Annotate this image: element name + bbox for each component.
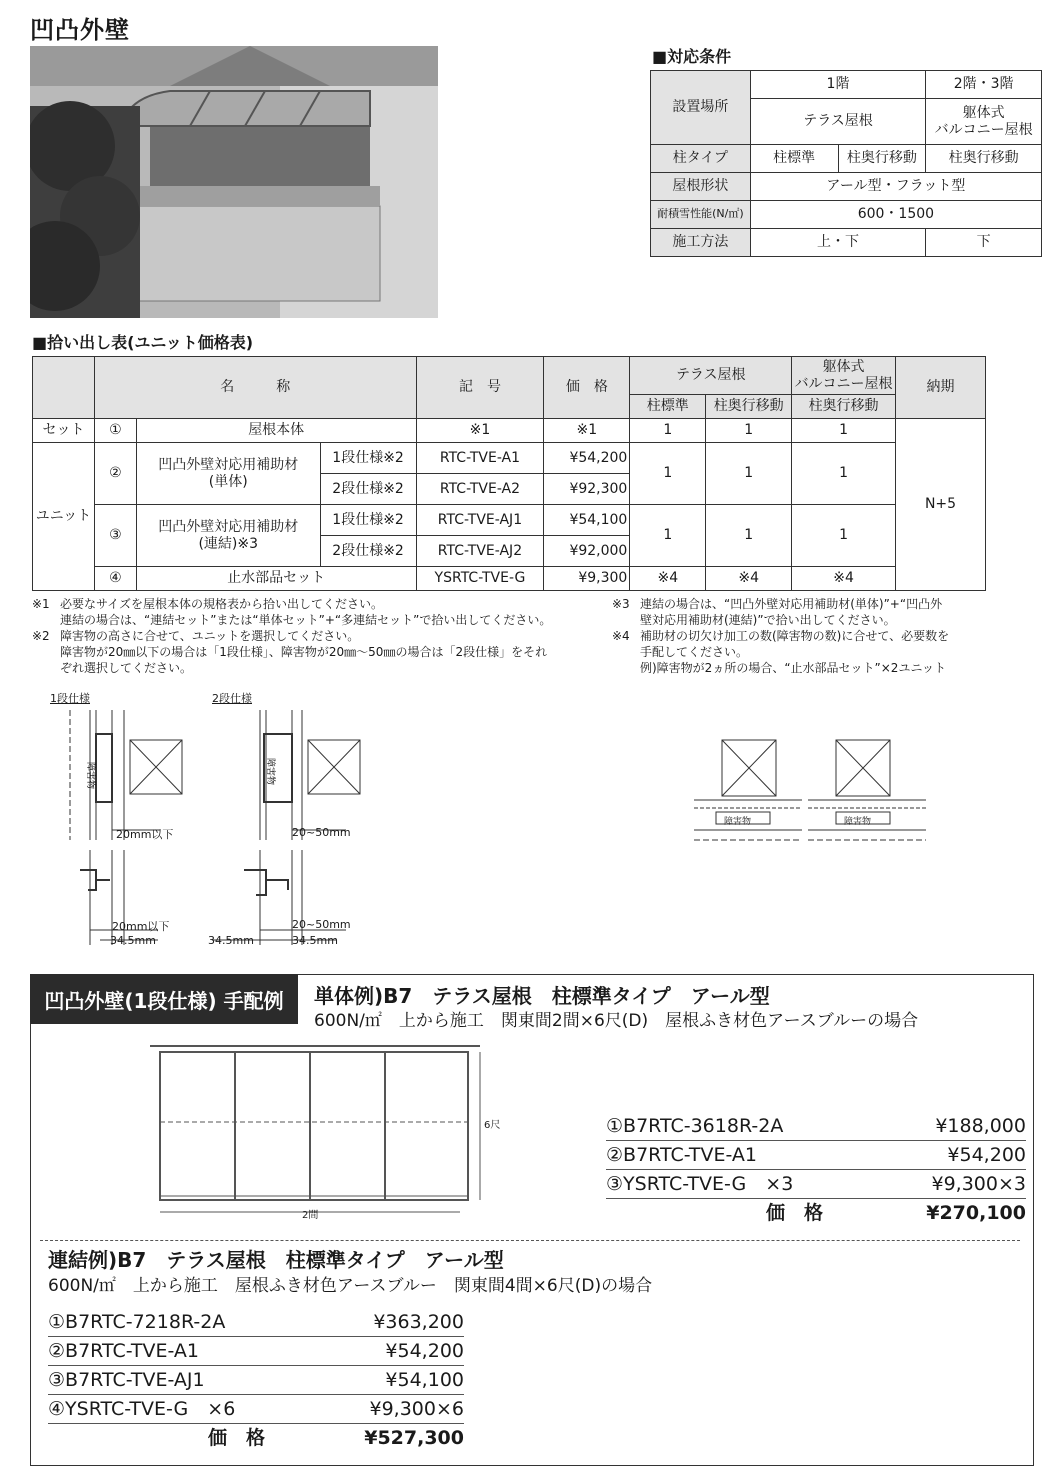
r2-price1: ¥54,200 bbox=[544, 443, 630, 474]
r1-b: 1 bbox=[706, 419, 792, 443]
r3-price2: ¥92,000 bbox=[544, 536, 630, 567]
n4-a: 補助材の切欠け加工の数(障害物の数)に合せて、必要数を bbox=[640, 629, 950, 643]
r1-no: ① bbox=[94, 419, 136, 443]
multi-total-label: 価 格 bbox=[208, 1427, 266, 1449]
r2-name-2: (単体) bbox=[208, 473, 248, 490]
example-header: 凹凸外壁(1段仕様) 手配例 bbox=[30, 974, 298, 1024]
h-back1: 柱奥行移動 bbox=[706, 395, 792, 419]
pillar-back2: 柱奥行移動 bbox=[926, 145, 1042, 173]
r3-b: 1 bbox=[706, 505, 792, 567]
single-item-code: ②B7RTC-TVE-A1 bbox=[606, 1144, 757, 1166]
notes-left bbox=[32, 596, 602, 676]
place-balcony-2: バルコニー屋根 bbox=[934, 121, 1033, 138]
h-back2: 柱奥行移動 bbox=[792, 395, 896, 419]
dim-345-c: 34.5mm bbox=[292, 934, 338, 947]
n2-b: 障害物が20㎜以下の場合は「1段仕様」、障害物が20㎜〜50㎜の場合は「2段仕様」をそれ bbox=[60, 645, 548, 659]
multi-sub: 600N/㎡ 上から施工 屋根ふき材色アースブルー 関東間4間×6尺(D)の場合 bbox=[48, 1276, 653, 1296]
n1-a: 必要なサイズを屋根本体の規格表から拾い出してください。 bbox=[60, 597, 384, 611]
dim-20-top: 20mm以下 bbox=[116, 828, 174, 841]
r3-no: ③ bbox=[94, 505, 136, 567]
r2-c: 1 bbox=[792, 443, 896, 505]
spec2-label: 2段仕様 bbox=[212, 692, 252, 705]
r3-name-1: 凹凸外壁対応用補助材 bbox=[158, 519, 299, 536]
r1-c: 1 bbox=[792, 419, 896, 443]
multi-item bbox=[48, 1395, 464, 1424]
snow-value: 600・1500 bbox=[750, 201, 1041, 229]
r2-code1: RTC-TVE-A1 bbox=[416, 443, 544, 474]
h-price: 価 格 bbox=[544, 357, 630, 419]
r2-price2: ¥92,300 bbox=[544, 474, 630, 505]
single-item-price: ¥188,000 bbox=[935, 1115, 1026, 1137]
dim-345-a: 34.5mm bbox=[110, 934, 156, 947]
r1-name: 屋根本体 bbox=[136, 419, 416, 443]
h-name: 名 称 bbox=[94, 357, 416, 419]
multi-item-code: ④YSRTC-TVE-G ×6 bbox=[48, 1398, 236, 1420]
floor-1: 1階 bbox=[750, 71, 926, 99]
plan-depth: 6尺 bbox=[484, 1120, 501, 1131]
pillar-back1: 柱奥行移動 bbox=[838, 145, 926, 173]
dim-20-bottom: 20mm以下 bbox=[112, 920, 170, 933]
plan-width: 2間 bbox=[302, 1210, 319, 1221]
floor-23: 2階・3階 bbox=[926, 71, 1042, 99]
r2-no: ② bbox=[94, 443, 136, 505]
conditions-table bbox=[650, 70, 1042, 257]
r4-price: ¥9,300 bbox=[544, 567, 630, 591]
plan-obstacle-diagrams bbox=[690, 736, 930, 856]
multi-list bbox=[48, 1308, 464, 1452]
obstacle-label-3: 障害物 bbox=[724, 817, 752, 827]
r3-code1: RTC-TVE-AJ1 bbox=[416, 505, 544, 536]
r3-code2: RTC-TVE-AJ2 bbox=[416, 536, 544, 567]
n4-mark: ※4 bbox=[612, 629, 630, 643]
product-photo bbox=[30, 46, 438, 318]
r2-b: 1 bbox=[706, 443, 792, 505]
r1-code: ※1 bbox=[416, 419, 544, 443]
r3-a: 1 bbox=[630, 505, 706, 567]
obstacle-label-1: 障害物 bbox=[85, 762, 95, 790]
multi-item bbox=[48, 1308, 464, 1337]
conditions-heading: ■対応条件 bbox=[652, 47, 732, 66]
multi-item-code: ③B7RTC-TVE-AJ1 bbox=[48, 1369, 205, 1391]
r2-s1: 1段仕様※2 bbox=[320, 443, 416, 474]
multi-title: 連結例)B7 テラス屋根 柱標準タイプ アール型 bbox=[48, 1248, 504, 1272]
single-item-price: ¥9,300×3 bbox=[931, 1173, 1026, 1195]
n3-a: 連結の場合は、“凹凸外壁対応用補助材(単体)”+“凹凸外 bbox=[640, 597, 943, 611]
r1-price: ※1 bbox=[544, 419, 630, 443]
r3-s2: 2段仕様※2 bbox=[320, 536, 416, 567]
place-balcony-1: 躯体式 bbox=[962, 105, 1005, 122]
r2-a: 1 bbox=[630, 443, 706, 505]
single-total-row bbox=[606, 1199, 1026, 1227]
single-item-price: ¥54,200 bbox=[947, 1144, 1026, 1166]
r1-a: 1 bbox=[630, 419, 706, 443]
single-total: ¥270,100 bbox=[926, 1202, 1026, 1224]
single-item bbox=[606, 1170, 1026, 1199]
r2-s2: 2段仕様※2 bbox=[320, 474, 416, 505]
single-title: 単体例)B7 テラス屋根 柱標準タイプ アール型 bbox=[314, 984, 770, 1008]
multi-item-code: ①B7RTC-7218R-2A bbox=[48, 1311, 226, 1333]
place-label: 設置場所 bbox=[651, 71, 751, 145]
r4-code: YSRTC-TVE-G bbox=[416, 567, 544, 591]
r4-name: 止水部品セット bbox=[136, 567, 416, 591]
single-list bbox=[606, 1112, 1026, 1227]
page-title: 凹凸外壁 bbox=[30, 16, 130, 44]
set-label: セット bbox=[33, 419, 95, 443]
r3-name-2: (連結)※3 bbox=[198, 535, 259, 552]
multi-item-code: ②B7RTC-TVE-A1 bbox=[48, 1340, 199, 1362]
multi-item-price: ¥54,100 bbox=[385, 1369, 464, 1391]
r4-c: ※4 bbox=[792, 567, 896, 591]
roof-label: 屋根形状 bbox=[651, 173, 751, 201]
n1-b: 連結の場合は、“連結セット”または“単体セット”+“多連結セット”で拾い出してください。 bbox=[60, 613, 552, 627]
dim-2050-top: 20~50mm bbox=[292, 826, 351, 839]
single-sub: 600N/㎡ 上から施工 関東間2間×6尺(D) 屋根ふき材色アースブルーの場合 bbox=[314, 1011, 919, 1031]
r4-no: ④ bbox=[94, 567, 136, 591]
r2-name-1: 凹凸外壁対応用補助材 bbox=[158, 457, 299, 474]
multi-total: ¥527,300 bbox=[364, 1427, 464, 1449]
single-item bbox=[606, 1141, 1026, 1170]
n3-mark: ※3 bbox=[612, 597, 630, 611]
single-total-label: 価 格 bbox=[766, 1202, 824, 1224]
obstacle-label-2: 障害物 bbox=[265, 758, 275, 786]
pickup-heading: ■拾い出し表(ユニット価格表) bbox=[32, 333, 254, 352]
place-terrace: テラス屋根 bbox=[750, 99, 926, 145]
pickup-table bbox=[32, 356, 986, 591]
single-item bbox=[606, 1112, 1026, 1141]
method-2: 下 bbox=[926, 229, 1042, 257]
n2-c: ぞれ選択してください。 bbox=[60, 661, 193, 675]
method-label: 施工方法 bbox=[651, 229, 751, 257]
single-item-code: ①B7RTC-3618R-2A bbox=[606, 1115, 784, 1137]
multi-item-price: ¥9,300×6 bbox=[369, 1398, 464, 1420]
multi-item bbox=[48, 1337, 464, 1366]
roof-plan-drawing bbox=[140, 1036, 490, 1226]
snow-label: 耐積雪性能(N/㎡) bbox=[651, 201, 751, 229]
notes-right bbox=[612, 596, 992, 676]
n1-mark: ※1 bbox=[32, 597, 50, 611]
dim-2050-bottom: 20~50mm bbox=[292, 918, 351, 931]
r4-a: ※4 bbox=[630, 567, 706, 591]
multi-item-price: ¥363,200 bbox=[373, 1311, 464, 1333]
obstacle-label-4: 障害物 bbox=[844, 817, 872, 827]
divider bbox=[40, 1240, 1020, 1241]
pillar-std: 柱標準 bbox=[750, 145, 838, 173]
roof-value: アール型・フラット型 bbox=[750, 173, 1041, 201]
r3-s1: 1段仕様※2 bbox=[320, 505, 416, 536]
multi-item-price: ¥54,200 bbox=[385, 1340, 464, 1362]
multi-total-row bbox=[48, 1424, 464, 1452]
r4-b: ※4 bbox=[706, 567, 792, 591]
n3-b: 壁対応用補助材(連結)”で拾い出してください。 bbox=[640, 613, 896, 627]
delivery: N+5 bbox=[896, 419, 986, 591]
unit-label: ユニット bbox=[33, 443, 95, 591]
pillar-label: 柱タイプ bbox=[651, 145, 751, 173]
single-item-code: ③YSRTC-TVE-G ×3 bbox=[606, 1173, 794, 1195]
spec1-label: 1段仕様 bbox=[50, 692, 90, 705]
n4-b: 手配してください。 bbox=[640, 645, 749, 659]
r2-code2: RTC-TVE-A2 bbox=[416, 474, 544, 505]
h-std: 柱標準 bbox=[630, 395, 706, 419]
n2-mark: ※2 bbox=[32, 629, 50, 643]
dim-345-b: 34.5mm bbox=[208, 934, 254, 947]
h-terrace: テラス屋根 bbox=[630, 357, 792, 395]
h-code: 記 号 bbox=[416, 357, 544, 419]
r3-price1: ¥54,100 bbox=[544, 505, 630, 536]
h-balcony-2: バルコニー屋根 bbox=[794, 375, 893, 392]
multi-item bbox=[48, 1366, 464, 1395]
r3-c: 1 bbox=[792, 505, 896, 567]
h-balcony-1: 躯体式 bbox=[822, 359, 865, 376]
n2-a: 障害物の高さに合せて、ユニットを選択してください。 bbox=[60, 629, 360, 643]
method-1: 上・下 bbox=[750, 229, 926, 257]
h-delivery: 納期 bbox=[896, 357, 986, 419]
n4-c: 例)障害物が2ヵ所の場合、“止水部品セット”×2ユニット bbox=[640, 661, 946, 675]
